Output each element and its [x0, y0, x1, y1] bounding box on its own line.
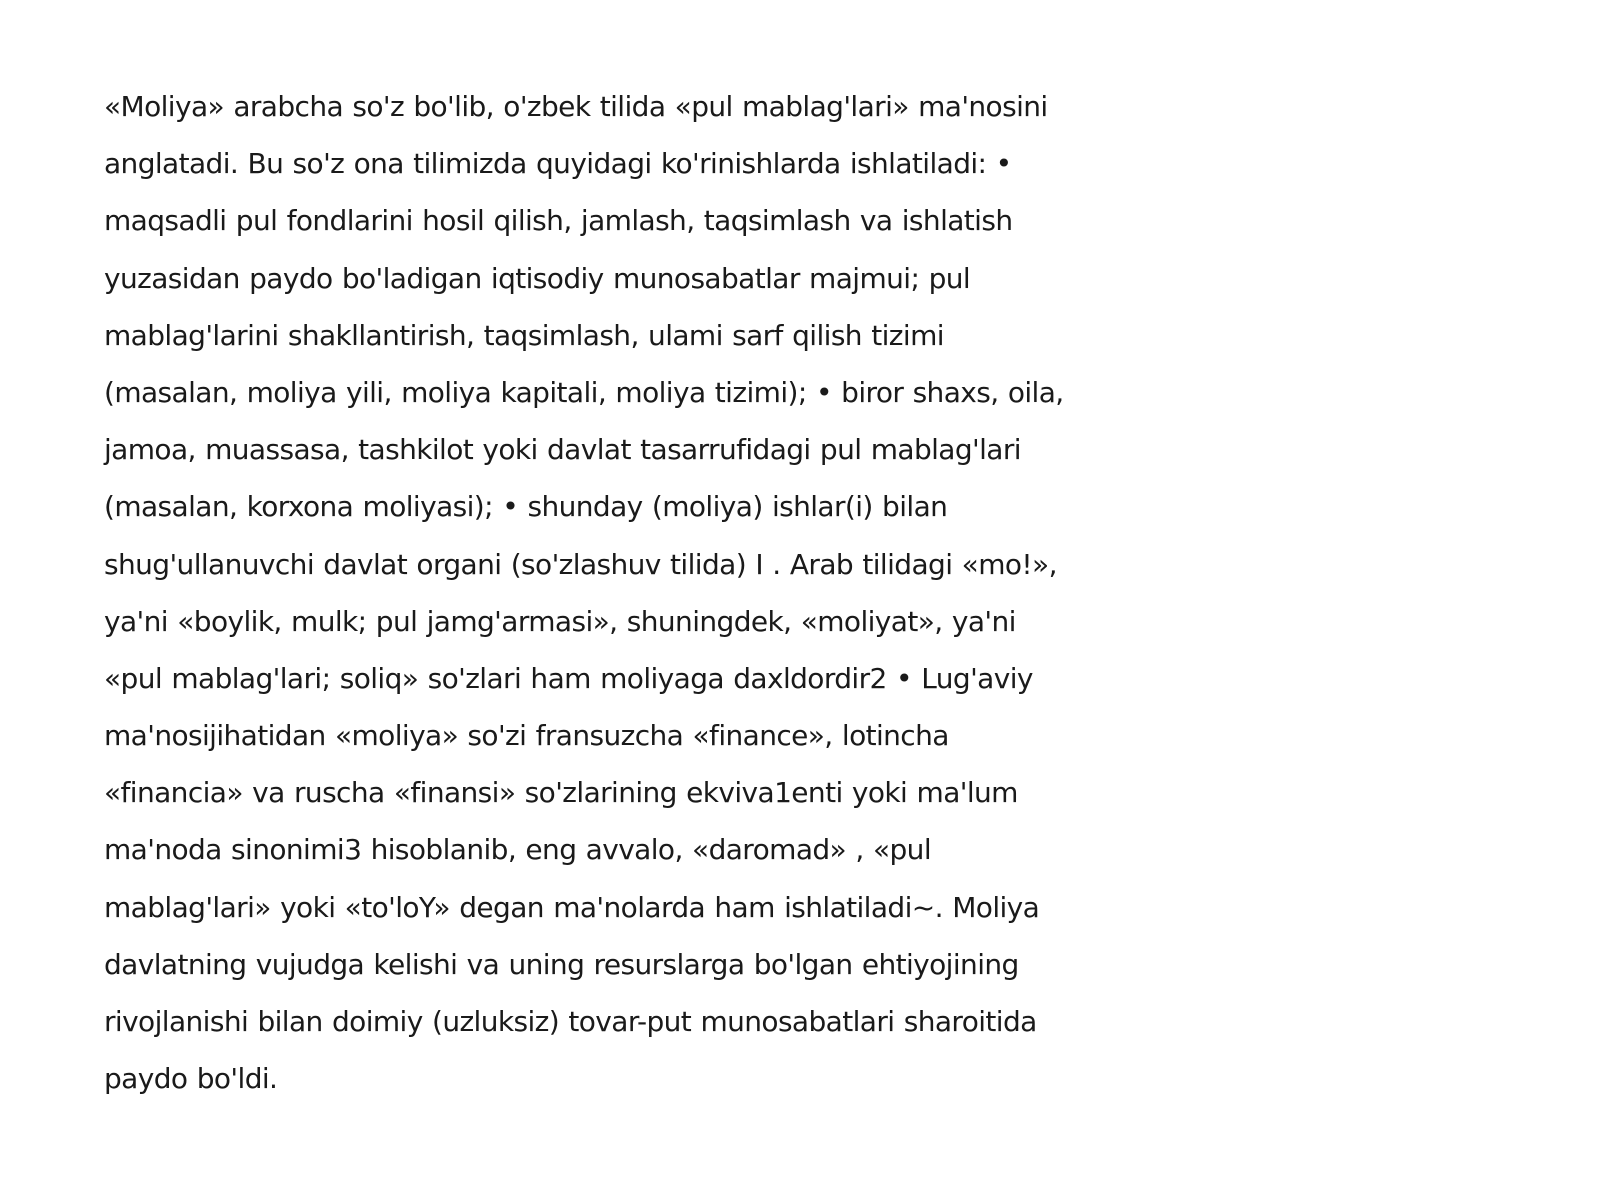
- paragraph-line-13: «financia» va ruscha «finansi» so'zlarining ekviva1enti yoki ma'lum: [104, 776, 1018, 810]
- paragraph-line-14: ma'noda sinonimi3 hisoblanib, eng avvalo, «daromad» , «pul: [104, 833, 932, 867]
- body-paragraph: [104, 78, 1224, 1107]
- paragraph-line-17: rivojlanishi bilan doimiy (uzluksiz) tovar-put munosabatlari sharoitida: [104, 1005, 1037, 1038]
- paragraph-line-15: mablag'lari» yoki «to'loY» degan ma'nolarda ham ishlatiladi~. Moliya: [104, 890, 1040, 924]
- paragraph-line-4: yuzasidan paydo bo'ladigan iqtisodiy munosabatlar majmui; pul: [104, 261, 971, 295]
- paragraph-line-9: shug'ullanuvchi davlat organi (so'zlashuv tilida) I . Arab tilidagi «mo!»,: [104, 547, 1057, 581]
- paragraph-line-1: «Moliya» arabcha so'z bo'lib, o'zbek tilida «pul mablag'lari» ma'nosini: [104, 90, 1048, 123]
- paragraph-line-18: paydo bo'ldi.: [104, 1062, 278, 1096]
- paragraph-line-10: ya'ni «boylik, mulk; pul jamg'armasi», shuningdek, «moliyat», ya'ni: [104, 604, 1016, 638]
- paragraph-line-16: davlatning vujudga kelishi va uning resurslarga bo'lgan ehtiyojining: [104, 947, 1019, 981]
- paragraph-line-7: jamoa, muassasa, tashkilot yoki davlat tasarrufidagi pul mablag'lari: [104, 433, 1021, 467]
- paragraph-line-12: ma'nosijihatidan «moliya» so'zi fransuzcha «finance», lotincha: [104, 719, 949, 753]
- paragraph-line-2: anglatadi. Bu so'z ona tilimizda quyidagi ko'rinishlarda ishlatiladi: •: [104, 147, 1012, 181]
- paragraph-line-3: maqsadli pul fondlarini hosil qilish, jamlash, taqsimlash va ishlatish: [104, 204, 1013, 238]
- paragraph-line-5: mablag'larini shakllantirish, taqsimlash, ulami sarf qilish tizimi: [104, 318, 944, 352]
- paragraph-line-8: (masalan, korxona moliyasi); • shunday (moliya) ishlar(i) bilan: [104, 490, 948, 524]
- paragraph-line-6: (masalan, moliya yili, moliya kapitali, moliya tizimi); • biror shaxs, oila,: [104, 375, 1064, 409]
- paragraph-line-11: «pul mablag'lari; soliq» so'zlari ham moliyaga daxldordir2 • Lug'aviy: [104, 661, 1033, 695]
